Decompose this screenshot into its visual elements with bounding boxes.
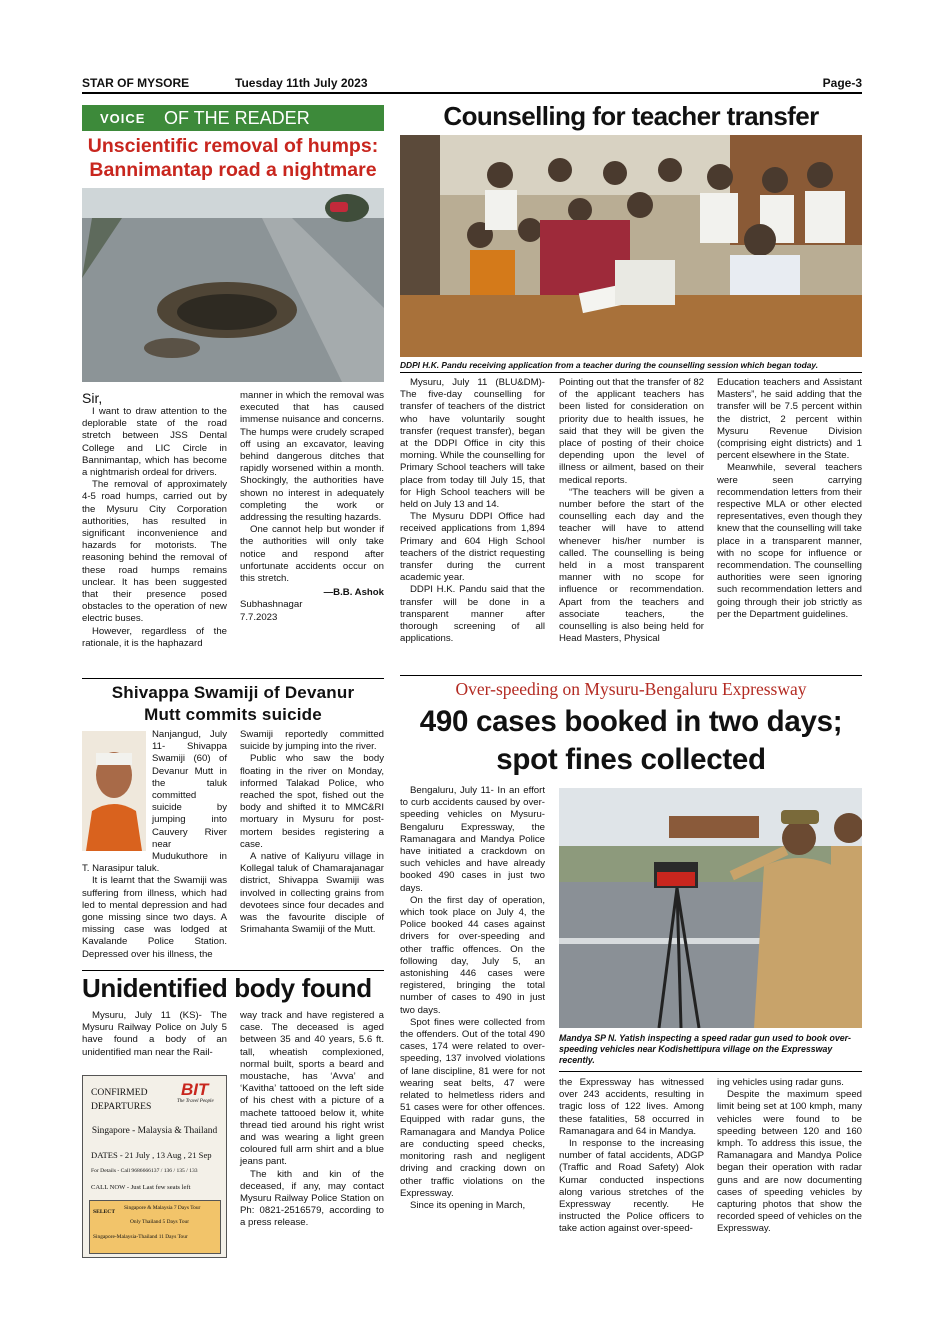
voice-paragraph: However, regardless of the rationale, it is the haphazard [82,625,227,649]
expressway-paragraph: On the first day of operation, which took place on July 4, the Police booked 44 cases against drivers for over-speeding and other traffic offences. On the following day, July 5, an astonishing 446 cases were registered, bringing the total number of cases to 490 in just two days. [400,894,545,1016]
voice-paragraph: One cannot help but wonder if the authorities will only take notice and respond after unfortunate accidents occur on this stretch. [240,524,384,585]
voice-headline-line1: Unscientific removal of humps: [87,135,379,157]
swamiji-portrait [82,731,146,851]
paper-name: STAR OF MYSORE [82,76,190,90]
counselling-photo [400,135,862,357]
expressway-column-1 [400,785,545,1212]
ad-tour: Only Thailand 5 Days Tour [130,1219,190,1225]
counselling-paragraph: Meanwhile, several teachers were seen carrying recommendation letters from their respective MLA or other elected representatives, even though they knew that the counselling will take place in a transparent manner, with no scope for influence or recommendation. The counselling authorities were seen ignoring such recommendation letters and going through their job strictly as per the Department guidelines. [717,462,862,620]
ad-contact: For Details - Call 9686666137 / 136 / 135 / 133 [91,1168,198,1174]
swamiji-paragraph: Public who saw the body floating in the river on Monday, informed Talakad Police, who reached the spot, fished out the body and shifted it to MMC&RI mortuary in Mysuru for post-mortem besides registering a case. [240,753,384,850]
voice-tag: VOICE [100,111,146,126]
voice-paragraph: manner in which the removal was executed that has caused immense nuisance and concerns. The humps were crudely scraped off using an excavator, leaving behind dangerous ditches that rapidly worsened within a month. Shockingly, the authorities have shown no interest in adequately completing the work or addressing the resulting hazards. [240,390,384,524]
swamiji-headline-line2: Mutt commits suicide [144,705,322,724]
body-headline: Unidentified body found [82,973,372,1003]
page-number: Page-3 [822,76,862,90]
counselling-caption: DDPI H.K. Pandu receiving application from a teacher during the counselling session which began today. [400,360,819,370]
body-paragraph: way track and have registered a case. The deceased is aged between 35 and 40 years, 5.6 ft. tall, wheatish complexioned, normal built, sports a beard and moustache, has ‘Avva’ and ‘Kavitha’ tattooed on the left side of his chest with a picture of a machete tattooed below it, white thread tied around his right wrist and was wearing a light green coloured full arm shirt and a blue jeans pant. [240,1010,384,1168]
expressway-paragraph: In response to the increasing number of fatal accidents, ADGP (Traffic and Road Safety) Alok Kumar conducted inspections along various stretches of the Expressway recently. He instructed the Police officers to take action against over-speed- [559,1138,704,1235]
voice-tag-rest: OF THE READER [164,108,310,128]
voice-paragraph: I want to draw attention to the deplorable state of the road stretch between JSS Dental College and LIC Circle in Bannimantap, which has become a nightmarish ordeal for drivers. [82,406,227,479]
voice-banner [82,105,384,131]
radar-gun-illustration [559,788,862,1028]
ad-route: Singapore - Malaysia & Thailand [91,1126,218,1136]
swamiji-paragraph: A native of Kaliyuru village in Kollegal taluk of Chamarajanagar district, Shivappa Swamiji was involved in collecting grains from devotees since four decades and was the favourite disciple of Srimahanta Swamiji of the Mutt. [240,851,384,936]
swamiji-lead: Nanjangud, July 11- Shivappa Swamiji (60) of Devanur Mutt in the taluk committed suicide by jumping into Cauvery River near Mudukuthore in T. Narasipur taluk. [82,729,227,875]
voice-place: Subhashnagar [240,599,303,611]
counselling-column-3 [717,377,862,621]
expressway-paragraph: Despite the maximum speed limit being set at 100 kmph, many vehicles were found to be speeding between 120 and 160 kmph. To address this issue, the Ramanagara and Mandya Police began their operation with radar guns and are now documenting cases of speeding vehicles by capturing photos that show the recorded speed of vehicles on the Expressway. [717,1089,862,1235]
voice-headline-line2: Bannimantap road a nightmare [89,159,377,181]
expressway-paragraph: the Expressway has witnessed over 243 accidents, resulting in tragic loss of 122 lives. Among these fatalities, 58 occurred in Ramanagara and 64 in Mandya. [559,1077,704,1137]
ad-line-1: CONFIRMED [91,1087,148,1098]
swamiji-paragraph: It is learnt that the Swamiji was suffering from illness, which had led to mental depression and had gone missing since two days. A missing case was lodged at Kavalande Police Station. Depressed over his illness, the [82,875,227,960]
swamiji-column-2 [240,729,384,936]
ad-tour: Singapore & Malaysia 7 Days Tour [124,1205,201,1211]
section-divider [82,970,384,971]
ad-select: SELECT [93,1209,116,1215]
radar-gun-photo [559,788,862,1028]
ad-line-2: DEPARTURES [91,1101,152,1112]
ad-tour: Singapore-Malaysia-Thailand 11 Days Tour [93,1234,188,1240]
issue-date: Tuesday 11th July 2023 [235,76,368,90]
body-paragraph: The kith and kin of the deceased, if any, may contact Mysuru Railway Police Station on Ph: 0821-2516579, according to a press release. [240,1168,384,1229]
ad-tour-box [89,1200,221,1254]
counselling-paragraph: DDPI H.K. Pandu said that the transfer will be done in a transparent manner after thorough screening of all applications. [400,584,545,645]
counselling-paragraph: The Mysuru DDPI Office had received applications from 1,894 Primary and 604 High School teachers of the district requesting transfer during the current academic year. [400,511,545,584]
expressway-column-3 [717,1077,862,1236]
page-header [82,76,862,94]
ad-callnow: CALL NOW - Just Last few seats left [91,1184,191,1191]
expressway-column-2 [559,1077,704,1236]
caption-rule [400,372,862,373]
expressway-headline-line2: spot fines collected [496,743,766,776]
voice-date: 7.7.2023 [240,611,278,623]
counselling-paragraph: Education teachers and Assistant Masters”, he said adding that the transfer will be 7.5 percent within the district, 2 percent within Mysuru Revenue Division (comprising eight districts) and 1 percent elsewhere in the State. [717,377,862,462]
voice-column-2 [240,390,384,624]
counselling-paragraph: Pointing out that the transfer of 82 of the applicant teachers has been listed for consideration on priority due to health issues, he said that they will be given the place of posting of their choice depending upon the level of illness or ailment, based on their medical reports. [559,377,704,486]
body-column-2 [240,1010,384,1230]
voice-signature: —B.B. Ashok [323,587,384,599]
ad-tagline: The Travel People [177,1099,214,1104]
expressway-paragraph: Bengaluru, July 11- In an effort to curb accidents caused by over-speeding vehicles on Mysuru-Bengaluru Expressway, the Ramanagara and Mandya Police have initiated a crackdown on such vehicles and have already booked 490 cases in just two days. [400,785,545,894]
pothole-photo [82,188,384,382]
expressway-kicker: Over-speeding on Mysuru-Bengaluru Expressway [455,679,807,699]
counselling-illustration [400,135,862,357]
counselling-paragraph: “The teachers will be given a number before the start of the counselling each day and the teacher will have to attend whenever his/her number is called. The counselling is being held in a most transparent manner with no scope for influence or recommendation. Apart from the teachers and associate teachers, the counselling is also being held for Head Masters, Physical [559,486,704,645]
counselling-column-1 [400,377,545,645]
voice-paragraph: The removal of approximately 4-5 road humps, carried out by the Mysuru City Corporation authorities, has resulted in significant inconvenience and hazards for motorists. The reasoning behind the removal of these road humps remains unclear. It has been suggested that their presence posed obstacles to the operation of new electric buses. [82,479,227,625]
section-divider [82,678,384,679]
swamiji-headline [82,682,384,726]
radar-gun-caption: Mandya SP N. Yatish inspecting a speed radar gun used to book over-speeding vehicles near Kodishettipura village on the Expressway recently. [559,1033,851,1065]
expressway-headline-line1: 490 cases booked in two days; [419,705,843,738]
ad-brand-logo: BIT [181,1080,209,1099]
travel-advertisement [82,1075,227,1258]
body-column-1 [82,1010,227,1059]
voice-salutation: Sir, [82,390,103,406]
swamiji-column-1 [82,729,227,961]
voice-column-1 [82,390,227,650]
body-paragraph: Mysuru, July 11 (KS)- The Mysuru Railway Police on July 5 have found a body of an unidentified man near the Rail- [82,1010,227,1058]
section-divider [400,675,862,676]
counselling-headline: Counselling for teacher transfer [443,101,819,131]
voice-headline [82,134,384,182]
expressway-paragraph: Spot fines were collected from the offenders. Out of the total 490 cases, 174 were related to over-speeding, 137 involved violations of lane discipline, 81 were for not wearing seat belts, 47 were related to helmetless riders and 51 cases were for other offences. Equipped with radar guns, the Ramanagara and Mandya Police are conducting speed checks, monitoring rash and negligent driving and cracking down on other traffic violations on the Expressway. [400,1016,545,1199]
swamiji-paragraph: Swamiji reportedly committed suicide by jumping into the river. [240,729,384,753]
swamiji-headline-line1: Shivappa Swamiji of Devanur [111,683,355,702]
pothole-illustration [82,188,384,382]
caption-rule [559,1071,862,1072]
swamiji-photo [82,731,146,851]
expressway-headline [400,703,862,779]
expressway-paragraph: ing vehicles using radar guns. [717,1077,844,1088]
ad-confirmed [91,1086,151,1114]
counselling-column-2 [559,377,704,645]
expressway-paragraph: Since its opening in March, [410,1199,526,1211]
counselling-paragraph: Mysuru, July 11 (BLU&DM)- The five-day counselling for transfer of teachers of the district who have voluntarily sought transfer (request transfer), began at the DDPI Office in city this morning. While the counselling for Primary School teachers will take place from today till July 15, that for High School teachers will be held on July 13 and 14. [400,377,545,511]
ad-dates: DATES - 21 July , 13 Aug , 21 Sep [91,1150,212,1160]
